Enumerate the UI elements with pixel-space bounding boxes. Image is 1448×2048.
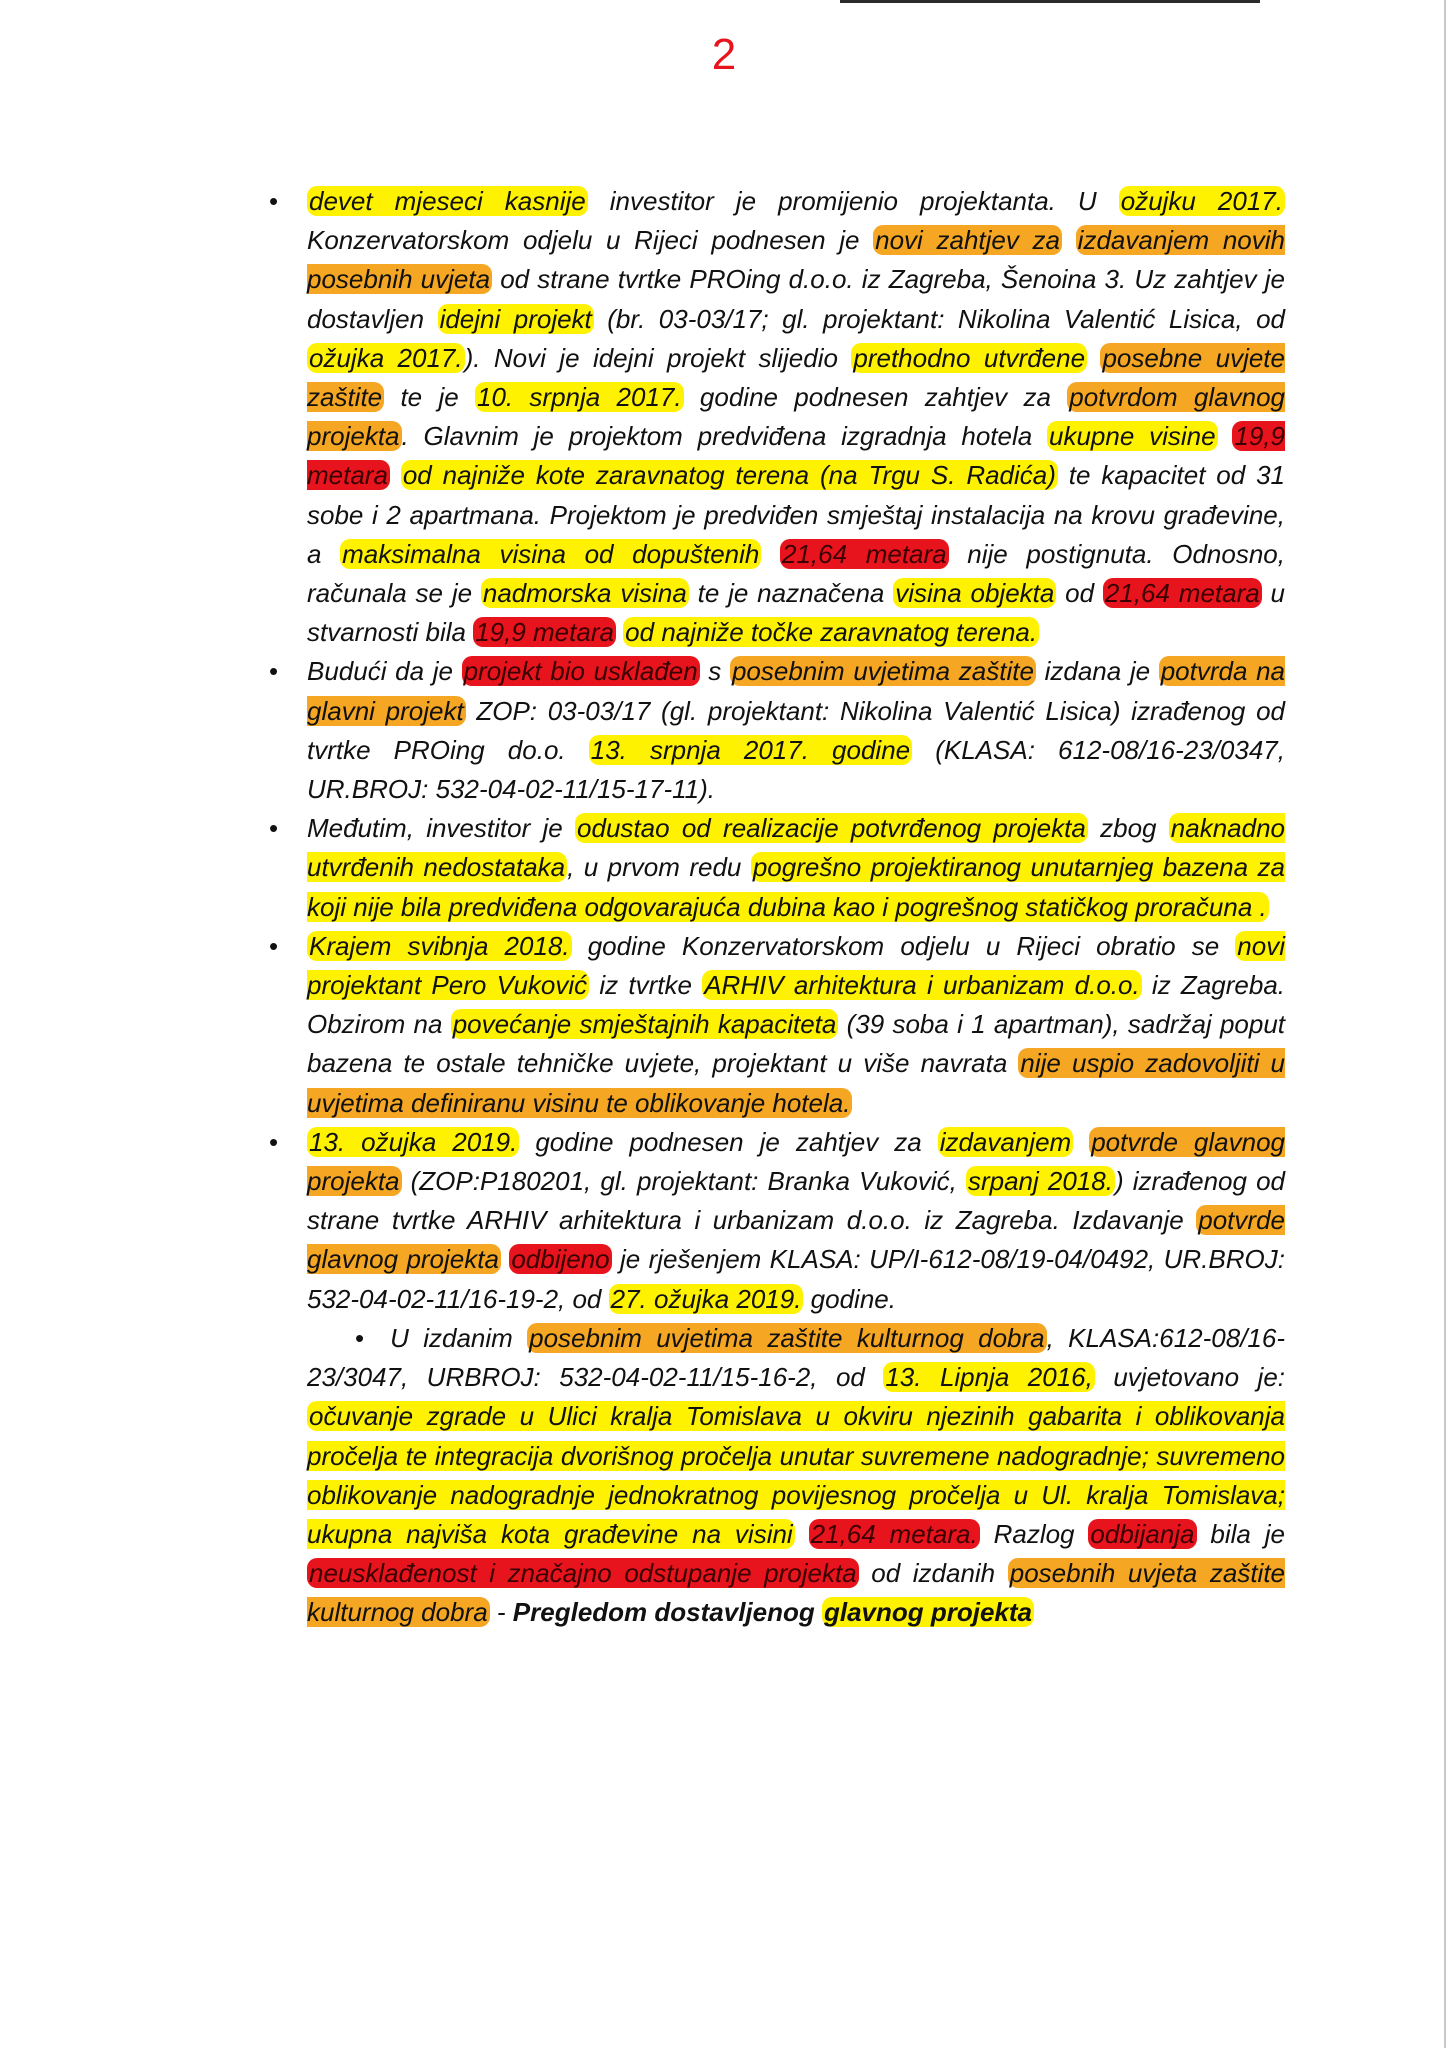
text-run [761, 539, 780, 569]
text-run: bila je [1196, 1518, 1285, 1549]
bullet-item [269, 182, 1286, 652]
bullet-icon: • [269, 1126, 279, 1157]
highlighted-text: 19,9 metara [307, 421, 1285, 491]
highlighted-text: odbijanja [1090, 1518, 1195, 1549]
highlighted-text: potvrde glavnog projekta [307, 1126, 1285, 1197]
text-run: (KLASA: 612-08/16-23/0347, UR.BROJ: 532-04-02-11/15-17-11). [307, 734, 1285, 805]
bullet-item [269, 652, 1285, 809]
sub-bullet-icon: • [355, 1322, 365, 1353]
highlighted-text: 10. srpnja 2017. [476, 382, 682, 413]
bullet-item [269, 809, 1286, 927]
highlighted-text: 21,64 metara. [810, 1518, 978, 1549]
text-run: od strane tvrtke PROing d.o.o. iz Zagreba, Šenoina 3. Uz zahtjev je dostavljen [307, 264, 1286, 334]
highlighted-text: 13. Lipnja 2016, [885, 1362, 1093, 1393]
highlighted-text: posebnih uvjeta zaštite kulturnog dobra [307, 1558, 1285, 1628]
highlighted-text: odustao od realizacije potvrđenog projekta [577, 813, 1086, 844]
text-run: godine podnesen zahtjev za [683, 382, 1068, 413]
text-run: te je [384, 382, 475, 413]
bullet-list [269, 182, 1286, 1319]
highlighted-text: maksimalna visina od dopuštenih [342, 538, 760, 569]
text-run: ) izrađenog od strane tvrtke ARHIV arhitektura i urbanizam d.o.o. iz Zagreba. Izdavanje [307, 1166, 1285, 1236]
bullet-item [269, 1123, 1285, 1319]
text-run: nije postignuta. Odnosno, računala se je [307, 538, 1285, 609]
highlighted-text: pogrešno projektiranog unutarnjeg bazena za koji nije bila predviđena odgovarajuća dubina kao i pogrešnog statičkog proračuna . [307, 852, 1285, 922]
text-run: Konzervatorskom odjelu u Rijeci podnesen je [307, 225, 874, 256]
bullet-item [269, 927, 1286, 1123]
text-run: izdana je [1035, 656, 1159, 687]
text-run: . Glavnim je projektom predviđena izgradnja hotela [401, 421, 1048, 452]
highlighted-text: projekt bio usklađen [463, 656, 698, 687]
highlighted-text: naknadno utvrđenih nedostataka [307, 813, 1286, 883]
highlighted-text: novi projektant Pero Vuković [307, 930, 1285, 1001]
highlighted-text: 19,9 metara [475, 617, 614, 648]
highlighted-text: ARHIV arhitektura i urbanizam d.o.o. [704, 970, 1140, 1001]
text-run: te je naznačena [688, 578, 894, 609]
highlighted-text: 27. ožujka 2019. [610, 1283, 802, 1314]
text-run: , u prvom redu [567, 852, 751, 883]
highlighted-text: Krajem svibnja 2018. [309, 930, 570, 961]
text-run: je rješenjem KLASA: UP/I-612-08/19-04/0492, UR.BROJ: 532-04-02-11/16-19-2, od [307, 1244, 1285, 1314]
sub-bullet-lead [307, 1323, 390, 1353]
text-run: U izdanim [390, 1322, 528, 1353]
bullet-icon: • [269, 930, 279, 961]
bullet-icon: • [269, 813, 279, 844]
text-run: Međutim, investitor je [307, 813, 576, 844]
highlighted-text: očuvanje zgrade u Ulici kralja Tomislava u okviru njezinih gabarita i oblikovanja pročelja te integracija dvorišnog pročelja unutar suvremene nadogradnje; suvremeno oblikovanje nadogradnje jednokratnog povijesnog pročelja u Ul. kralja Tomislava; ukupna najviša kota građevine na visini [307, 1401, 1285, 1549]
text-run: , KLASA:612-08/16-23/3047, URBROJ: 532-04-02-11/15-16-2, od [307, 1322, 1285, 1393]
highlighted-text: devet mjeseci kasnije [309, 186, 586, 216]
text-run: ). Novi je idejni projekt slijedio [464, 342, 852, 373]
highlighted-text: ožujku 2017. [1120, 186, 1283, 216]
text-run: godine podnesen je zahtjev za [519, 1126, 938, 1157]
text-run: zbog [1087, 813, 1169, 844]
highlighted-text: od najniže točke zaravnatog terena. [625, 617, 1038, 648]
highlighted-text: potvrdom glavnog projekta [307, 382, 1286, 452]
text-run: (ZOP:P180201, gl. projektant: Branka Vuković, [401, 1166, 966, 1197]
text-run: iz tvrtke [589, 970, 703, 1001]
highlighted-text: 21,64 metara [782, 538, 947, 569]
text-run: uvjetovano je: [1094, 1362, 1286, 1393]
text-run: u stvarnosti bila [307, 578, 1285, 648]
highlighted-text: 21,64 metara [1104, 578, 1260, 609]
text-run: (br. 03-03/17; gl. projektant: Nikolina Valentić Lisica, od [593, 303, 1285, 334]
text-run: od izdanih [858, 1558, 1008, 1589]
text-run: te kapacitet od 31 sobe i 2 apartmana. Projektom je predviđen smještaj instalacija na krovu građevine, a [307, 460, 1286, 569]
highlighted-text: posebnim uvjetima zaštite [731, 656, 1034, 687]
text-run: godine Konzervatorskom odjelu u Rijeci obratio se [571, 930, 1236, 961]
highlighted-text: srpanj 2018. [967, 1166, 1113, 1197]
scan-edge-right [1444, 0, 1446, 2048]
text-run [1218, 421, 1233, 451]
text-run: investitor je promijenio projektanta. U [587, 186, 1119, 216]
highlighted-text: posebne uvjete zaštite [307, 342, 1285, 413]
highlighted-text: nije uspio zadovoljiti u uvjetima definiranu visinu te oblikovanje hotela. [307, 1048, 1285, 1118]
text-run: od [1056, 578, 1103, 609]
highlighted-text: potvrde glavnog projekta [307, 1205, 1285, 1275]
highlighted-text: idejni projekt [439, 303, 592, 334]
bullet-icon: • [269, 186, 279, 216]
text-run: (39 soba i 1 apartman), sadržaj poput bazena te ostale tehničke uvjete, projektant u više navrata [307, 1009, 1286, 1079]
highlighted-text: posebnim uvjetima zaštite kulturnog dobra [529, 1322, 1045, 1353]
sub-bullet-item [307, 1319, 1285, 1633]
text-run: Razlog [979, 1518, 1089, 1549]
text-run [795, 1519, 809, 1549]
highlighted-text: prethodno utvrđene [853, 342, 1086, 373]
highlighted-text: izdavanjem [939, 1126, 1072, 1157]
scan-edge-line-top-right [840, 0, 1260, 3]
highlighted-text: glavnog projekta [823, 1597, 1033, 1628]
text-run: Pregledom dostavljenog [512, 1597, 822, 1628]
text-run: iz Zagreba. Obzirom na [307, 970, 1286, 1040]
highlighted-text: potvrda na glavni projekt [307, 656, 1285, 726]
highlighted-text: izdavanjem novih posebnih uvjeta [307, 225, 1285, 295]
highlighted-text: 13. ožujka 2019. [309, 1126, 518, 1157]
text-run [1062, 225, 1076, 255]
highlighted-text: 13. srpnja 2017. godine [590, 734, 911, 765]
highlighted-text: od najniže kote zaravnatog terena (na Trgu S. Radića) [402, 460, 1056, 491]
highlighted-text: novi zahtjev za [875, 225, 1060, 256]
text-run: s [699, 656, 730, 687]
highlighted-text: nadmorska visina [482, 578, 687, 609]
highlighted-text: ukupne visine [1049, 421, 1216, 452]
text-run [390, 460, 401, 490]
highlighted-text: visina objekta [895, 578, 1055, 609]
highlighted-text: neusklađenost i značajno odstupanje projekta [309, 1558, 857, 1589]
text-run: - [489, 1597, 513, 1628]
text-run [1087, 343, 1100, 373]
page-number: 2 [711, 30, 737, 79]
bullet-icon: • [269, 656, 279, 687]
text-run: ZOP: 03-03/17 (gl. projektant: Nikolina Valentić Lisica) izrađenog od tvrtke PROing do.o. [307, 695, 1285, 765]
highlighted-text: odbijeno [511, 1244, 610, 1275]
highlighted-text: ožujka 2017. [309, 342, 463, 373]
text-run: Budući da je [307, 656, 462, 687]
document-body [269, 182, 1286, 1633]
text-run [1073, 1127, 1089, 1157]
highlighted-text: povećanje smještajnih kapaciteta [452, 1009, 837, 1040]
text-run: godine. [803, 1283, 896, 1314]
